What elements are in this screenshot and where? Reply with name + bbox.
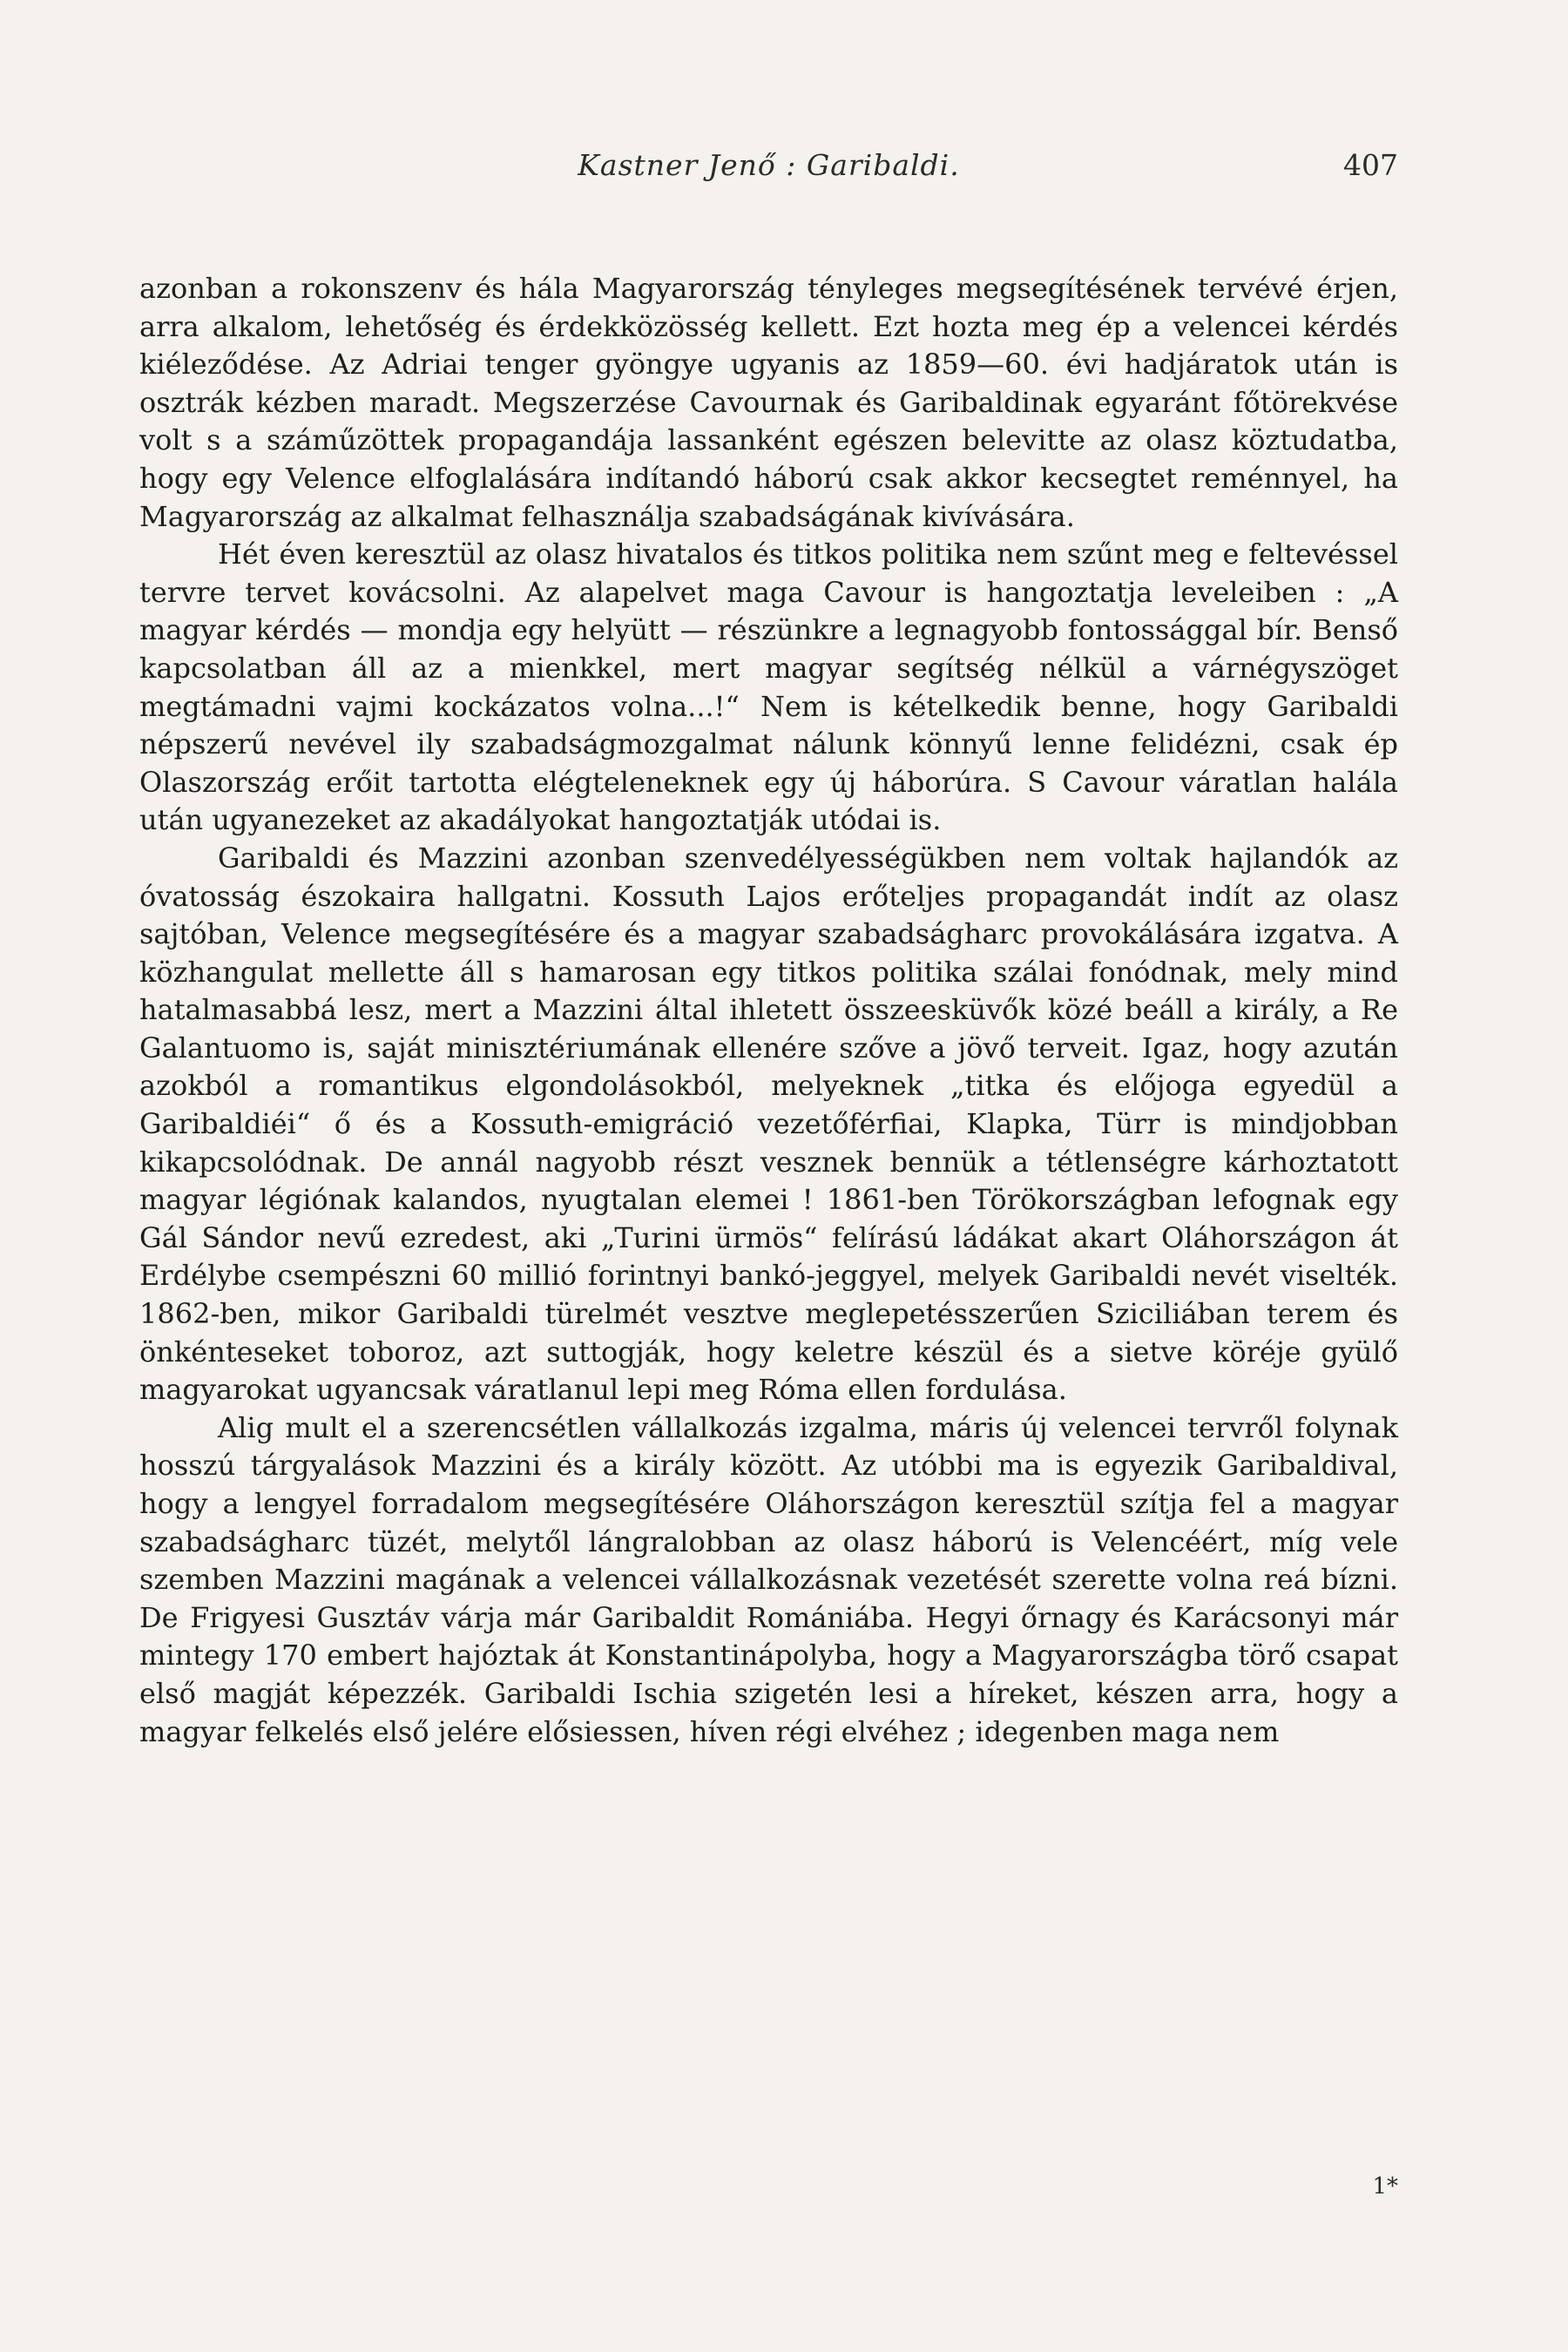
running-head — [139, 148, 1398, 192]
body-text — [139, 270, 1398, 1751]
page-number: 407 — [1343, 148, 1398, 182]
paragraph: Hét éven keresztül az olasz hivatalos és titkos politika nem szűnt meg e feltevéssel tervre tervet kovácsolni. Az alapelvet maga Cavour is hangoztatja leveleiben : „A magyar kérdés — mondja egy helyütt — részünkre a legnagyobb fontossággal bír. Benső kapcsolatban áll az a mienkkel, mert magyar segítség nélkül a várnégyszöget megtámadni vajmi kockázatos volna...!“ Nem is kételkedik benne, hogy Garibaldi népszerű nevével ily szabadságmozgalmat nálunk könnyű lenne felidézni, csak ép Olaszország erőit tartotta elégteleneknek egy új háborúra. S Cavour váratlan halála után ugyanezeket az akadályokat hangoztatják utódai is. — [139, 537, 1398, 837]
signature-mark: 1* — [1372, 2173, 1398, 2200]
running-title: Kastner Jenő : Garibaldi. — [578, 148, 960, 182]
paragraph: Alig mult el a szerencsétlen vállalkozás izgalma, máris új velencei tervről folynak hosszú tárgyalások Mazzini és a király között. Az utóbbi ma is egyezik Garibaldival, hogy a lengyel forradalom megsegítésére Oláhországon keresztül szítja fel a magyar szabadságharc tüzét, melytől lángralobban az olasz háború is Velencéért, míg vele szemben Mazzini magának a velencei vállalkozásnak vezetését szerette volna reá bízni. De Frigyesi Gusztáv várja már Garibaldit Romániába. Hegyi őrnagy és Karácsonyi már mintegy 170 embert hajóztak át Konstantinápolyba, hogy a Magyarországba törő csapat első magját képezzék. Garibaldi Ischia szigetén lesi a híreket, készen arra, hogy a magyar felkelés első jelére elősiessen, híven régi elvéhez ; idegenben maga nem — [139, 1410, 1398, 1748]
paragraph: azonban a rokonszenv és hála Magyarország tényleges megsegítésének tervévé érjen, arra alkalom, lehetőség és érdekközösség kellett. Ezt hozta meg ép a velencei kérdés kiéleződése. Az Adriai tenger gyöngye ugyanis az 1859—60. évi hadjáratok után is osztrák kézben maradt. Megszerzése Cavournak és Garibaldinak egyaránt főtörekvése volt s a száműzöttek propagandája lassanként egészen belevitte az olasz köztudatba, hogy egy Velence elfoglalására indítandó háború csak akkor kecsegtet reménnyel, ha Magyarország az alkalmat felhasználja szabadságának kivívására. — [139, 272, 1398, 533]
paragraph: Garibaldi és Mazzini azonban szenvedélyességükben nem voltak hajlandók az óvatosság észokaira hallgatni. Kossuth Lajos erőteljes propagandát indít az olasz sajtóban, Velence megsegítésére és a magyar szabadságharc provokálására izgatva. A közhangulat mellette áll s hamarosan egy titkos politika szálai fonódnak, mely mind hatalmasabbá lesz, mert a Mazzini által ihletett összeesküvők közé beáll a király, a Re Galantuomo is, saját minisztériumának ellenére szőve a jövő terveit. Igaz, hogy azután azokból a romantikus elgondolásokból, melyeknek „titka és előjoga egyedül a Garibaldiéi“ ő és a Kossuth-emigráció vezetőférfiai, Klapka, Türr is mindjobban kikapcsolódnak. De annál nagyobb részt vesznek bennük a tétlenségre kárhoztatott magyar légiónak kalandos, nyugtalan elemei ! 1861-ben Törökországban lefognak egy Gál Sándor nevű ezredest, aki „Turini ürmös“ felírású ládákat akart Oláhországon át Erdélybe csempészni 60 millió forintnyi bankó-jeggyel, melyek Garibaldi nevét viselték. 1862-ben, mikor Garibaldi türelmét vesztve meglepetésszerűen Sziciliában terem és önkénteseket toboroz, azt suttogják, hogy keletre készül és a sietve köréje gyülő magyarokat ugyancsak váratlanul lepi meg Róma ellen fordulása. — [139, 841, 1398, 1407]
